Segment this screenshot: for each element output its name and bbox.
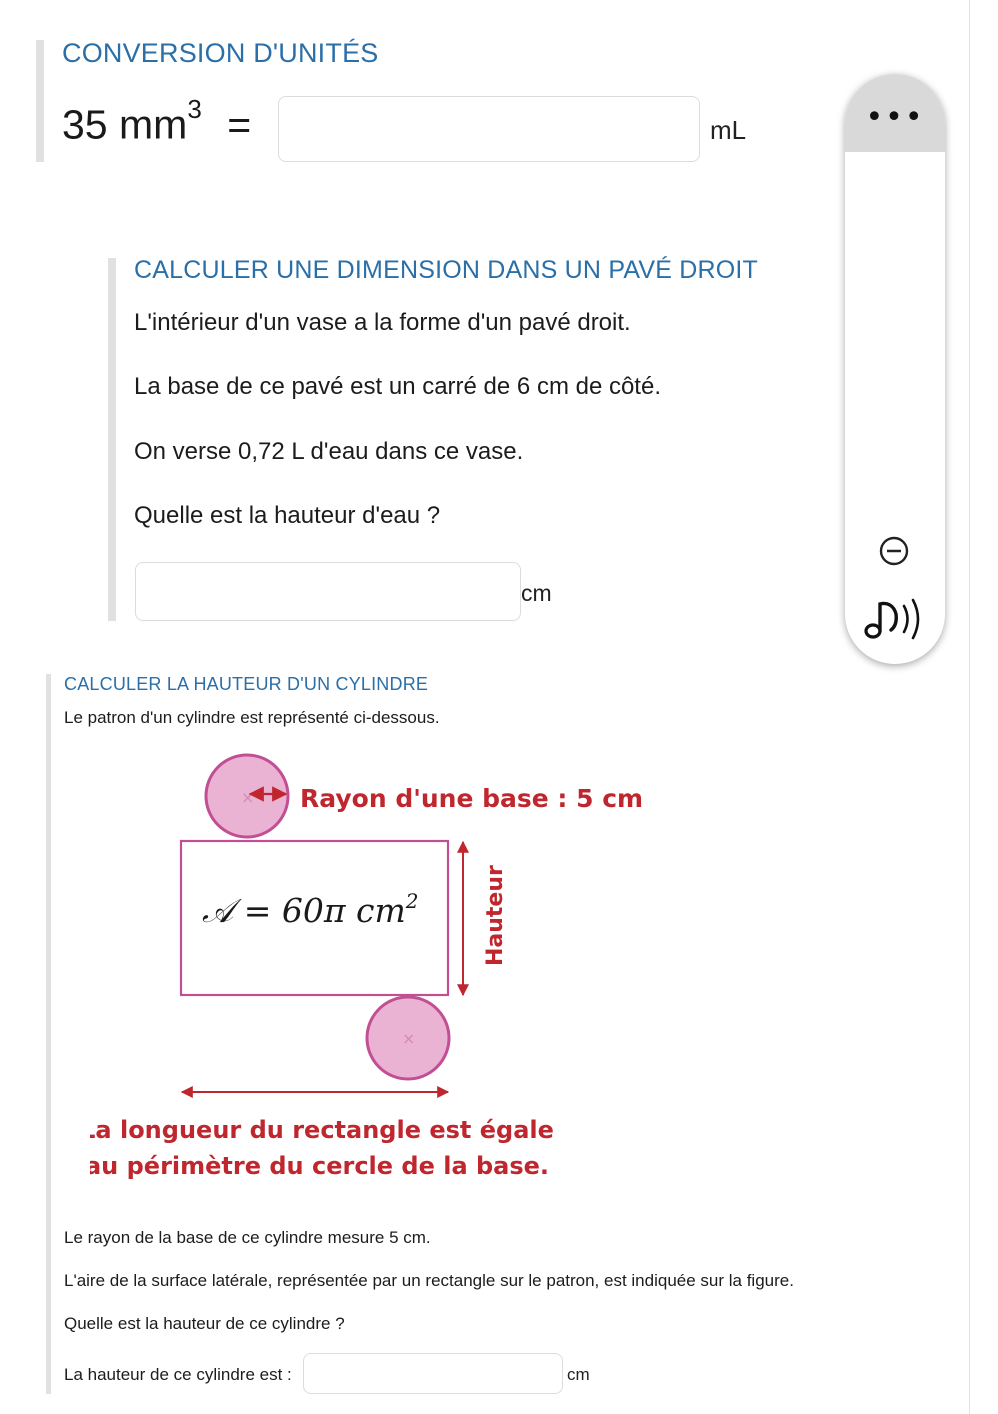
- section2-accent-bar: [108, 258, 116, 621]
- section2-answer-input[interactable]: [135, 562, 521, 621]
- section3-line-1: Le rayon de la base de ce cylindre mesure 5 cm.: [64, 1228, 431, 1247]
- section3-answer-prefix: La hauteur de ce cylindre est :: [64, 1365, 292, 1384]
- section3-answer-input[interactable]: [303, 1353, 563, 1394]
- figure-caption-line-1: La longueur du rectangle est égale: [90, 1116, 554, 1144]
- cylinder-net-figure: [90, 750, 650, 1190]
- top-center-mark: ×: [241, 788, 255, 807]
- section3-accent-bar: [46, 674, 51, 1394]
- radius-label: Rayon d'une base : 5 cm: [300, 784, 644, 813]
- equation-value: 35 mm: [62, 101, 188, 148]
- section1-answer-input[interactable]: [278, 96, 700, 162]
- music-sound-icon[interactable]: [863, 592, 929, 644]
- section2-title: CALCULER UNE DIMENSION DANS UN PAVÉ DROIT: [134, 256, 759, 284]
- section1-title: CONVERSION D'UNITÉS: [62, 38, 379, 68]
- height-label: Hauteur: [483, 865, 508, 966]
- section3-title: CALCULER LA HAUTEUR D'UN CYLINDRE: [64, 674, 429, 694]
- section2-question: Quelle est la hauteur d'eau ?: [134, 502, 441, 529]
- section2-line-3: On verse 0,72 L d'eau dans ce vase.: [134, 438, 524, 465]
- section2-unit: cm: [521, 580, 552, 606]
- section1-unit: mL: [710, 115, 747, 145]
- circle-minus-icon[interactable]: [878, 535, 910, 567]
- floating-toolbar: [845, 74, 945, 664]
- area-label-exp: 2: [405, 889, 419, 913]
- equation-equals: =: [227, 101, 252, 148]
- section2-line-1: L'intérieur d'un vase a la forme d'un pavé droit.: [134, 309, 631, 336]
- section3-line-2: L'aire de la surface latérale, représentée par un rectangle sur le patron, est indiquée sur la figure.: [64, 1271, 794, 1290]
- section1-equation: [62, 94, 252, 149]
- figure-caption-line-2: au périmètre du cercle de la base.: [90, 1152, 550, 1180]
- more-dots-icon: •••: [865, 100, 925, 135]
- page-right-border: [969, 0, 970, 1414]
- toolbar-menu-button[interactable]: [845, 74, 945, 152]
- equation-exponent: 3: [187, 94, 202, 124]
- section3-unit: cm: [567, 1365, 590, 1384]
- bottom-center-mark: ×: [402, 1029, 416, 1048]
- section1-accent-bar: [36, 40, 44, 162]
- area-label-text: 𝒜 = 60π cm: [202, 891, 406, 930]
- area-label: [202, 889, 419, 930]
- section3-question: Quelle est la hauteur de ce cylindre ?: [64, 1314, 345, 1333]
- section2-line-2: La base de ce pavé est un carré de 6 cm de côté.: [134, 373, 661, 400]
- section3-intro: Le patron d'un cylindre est représenté ci-dessous.: [64, 708, 440, 727]
